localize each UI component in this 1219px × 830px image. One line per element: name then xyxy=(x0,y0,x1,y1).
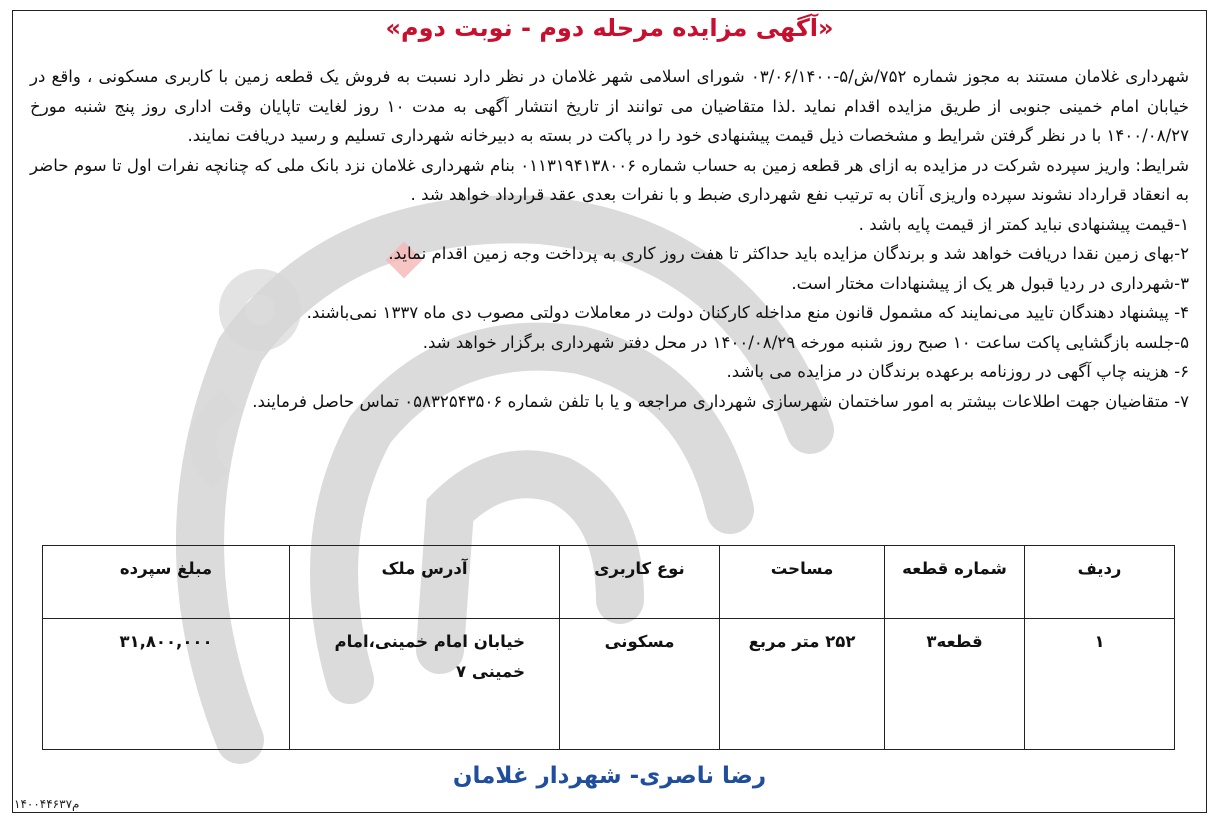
cell-deposit: ۳۱,۸۰۰,۰۰۰ xyxy=(43,619,290,750)
header-deposit: مبلغ سپرده xyxy=(43,546,290,619)
header-usage: نوع کاربری xyxy=(560,546,720,619)
notice-title: «آگهی مزایده مرحله دوم - نوبت دوم» xyxy=(385,14,834,42)
cell-address: خیابان امام خمینی،امام خمینی ۷ xyxy=(290,619,560,750)
condition-item-2: ۲-بهای زمین نقدا دریافت خواهد شد و برندگان مزایده باید حداکثر تا هفت روز کاری به پرداخت وجه زمین اقدام نماید. xyxy=(388,244,1189,263)
condition-item-7: ۷- متقاضیان جهت اطلاعات بیشتر به امور ساختمان شهرسازی شهرداری مراجعه و یا با تلفن شماره ۰۵۸۳۲۵۴۳۵۰۶ تماس حاصل فرمایند. xyxy=(252,391,1189,411)
header-row-index: ردیف xyxy=(1025,546,1175,619)
signature: رضا ناصری- شهردار غلامان xyxy=(452,763,767,789)
condition-item-3: ۳-شهرداری در ردیا قبول هر یک از پیشنهادات مختار است. xyxy=(791,273,1189,293)
cell-lot: قطعه۳ xyxy=(885,619,1025,750)
notice-body xyxy=(30,62,1197,416)
header-address: آدرس ملک xyxy=(290,546,560,619)
conditions-paragraph: شرایط: واریز سپرده شرکت در مزایده به ازای هر قطعه زمین به حساب شماره ۰۱۱۳۱۹۴۱۳۸۰۰۶ بنام شهرداری غلامان نزد بانک ملی که چنانچه نفرات اول تا سوم حاضر به انعقاد قرارداد نشوند سپرده واریزی آنان به ترتیب نفع شهرداری ضبط و با نفرات بعدی عقد قرارداد خواهد شد . xyxy=(30,155,1190,204)
condition-item-1: ۱-قیمت پیشنهادی نباید کمتر از قیمت پایه باشد . xyxy=(858,214,1189,234)
notice-code: م۱۴۰۰۴۴۶۳۷ xyxy=(14,797,80,811)
lots-table xyxy=(42,545,1175,750)
table-header-row xyxy=(43,546,1175,619)
condition-item-6: ۶- هزینه چاپ آگهی در روزنامه برعهده برندگان در مزایده می باشد. xyxy=(726,362,1189,381)
condition-item-4: ۴- پیشنهاد دهندگان تایید می‌نمایند که مشمول قانون منع مداخله کارکنان دولت در معاملات دولتی مصوب دی ماه ۱۳۳۷ نمی‌باشند. xyxy=(306,303,1189,322)
header-area: مساحت xyxy=(720,546,885,619)
cell-area: ۲۵۲ متر مربع xyxy=(720,619,885,750)
intro-paragraph: شهرداری غلامان مستند به مجوز شماره ۷۵۲/ش/۵-۰۳/۰۶/۱۴۰۰ شورای اسلامی شهر غلامان در نظر دارد نسبت به فروش یک قطعه زمین با کاربری مسکونی ، واقع در خیابان امام خمینی جنوبی از طریق مزایده اقدام نماید .لذا متقاضیان می توانند از تاریخ انتشار آگهی به مدت ۱۰ روز لغایت تاپایان وقت اداری روز پنج شنبه مورخ ۱۴۰۰/۰۸/۲۷ با در نظر گرفتن شرایط و مشخصات ذیل قیمت پیشنهادی خود را در پاکت در بسته به دبیرخانه شهرداری تسلیم و رسید دریافت نمایند. xyxy=(30,67,1190,145)
table-row xyxy=(43,619,1175,750)
condition-item-5: ۵-جلسه بازگشایی پاکت ساعت ۱۰ صبح روز شنبه مورخه ۱۴۰۰/۰۸/۲۹ در محل دفتر شهرداری برگزار خواهد شد. xyxy=(422,332,1189,352)
cell-index: ۱ xyxy=(1025,619,1175,750)
cell-usage: مسکونی xyxy=(560,619,720,750)
header-lot-number: شماره قطعه xyxy=(885,546,1025,619)
